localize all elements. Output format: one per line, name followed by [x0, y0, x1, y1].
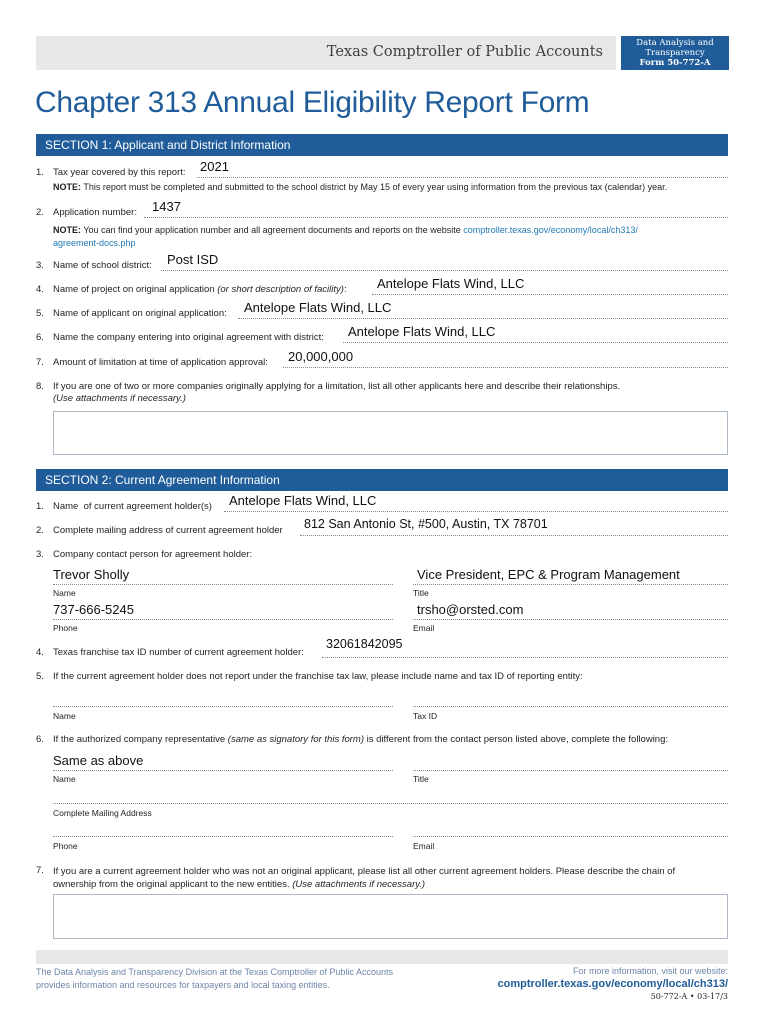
- s2-q1-line: [224, 511, 728, 512]
- s2-q5-num: 5.: [36, 671, 44, 682]
- s2-q5-label: If the current agreement holder does not report under the franchise tax law, please include name and tax ID of reporting entity:: [53, 671, 583, 682]
- rep-email-field[interactable]: [413, 836, 728, 837]
- footer-band: [36, 950, 728, 964]
- s2-q3-num: 3.: [36, 549, 44, 560]
- form-number: Form 50-772-A: [639, 58, 711, 68]
- s1-q2-line: [144, 217, 728, 218]
- note-text: This report must be completed and submitted to the school district by May 15 of every year using information from the previous tax (calendar) year.: [81, 182, 668, 192]
- reporting-name-field[interactable]: [53, 706, 393, 707]
- school-district-field[interactable]: Post ISD: [167, 252, 219, 267]
- footer-more-info: For more information, visit our website:: [572, 966, 728, 976]
- q7-label-text2: ownership from the original applicant to the new entities.: [53, 879, 293, 890]
- applicant-name-field[interactable]: Antelope Flats Wind, LLC: [244, 300, 392, 315]
- s1-q2-label: Application number:: [53, 207, 137, 218]
- s1-q3-label: Name of school district:: [53, 260, 152, 271]
- other-applicants-textarea[interactable]: [53, 411, 728, 455]
- rep-phone-field[interactable]: [53, 836, 393, 837]
- form-id-box: [621, 36, 729, 70]
- s1-q1-label: Tax year covered by this report:: [53, 167, 186, 178]
- s1-q3-num: 3.: [36, 260, 44, 271]
- agreement-holder-field[interactable]: Antelope Flats Wind, LLC: [229, 493, 377, 508]
- franchise-tax-id-field[interactable]: 32061842095: [326, 637, 403, 651]
- contact-email-line: [413, 619, 728, 620]
- s2-q7-num: 7.: [36, 865, 44, 876]
- s1-q4-num: 4.: [36, 284, 44, 295]
- q7-label-text: If you are a current agreement holder who was not an original applicant, please list all other current agreement holders. Please describe the chain of: [53, 866, 676, 877]
- s1-q4-line: [372, 294, 728, 295]
- q4-label-end: :: [343, 284, 347, 295]
- s1-q8-label: [53, 381, 723, 405]
- s1-q6-label: Name the company entering into original agreement with district:: [53, 332, 324, 343]
- s2-q4-label: Texas franchise tax ID number of current agreement holder:: [53, 647, 304, 658]
- s1-note1: [53, 182, 733, 192]
- limitation-amount-field[interactable]: 20,000,000: [288, 349, 354, 364]
- s1-q3-line: [161, 270, 728, 271]
- contact-name-line: [53, 584, 393, 585]
- reporting-taxid-field[interactable]: [413, 706, 728, 707]
- rep-name-caption: Name: [53, 774, 76, 784]
- rep-name-field[interactable]: Same as above: [53, 753, 144, 768]
- s1-q8-num: 8.: [36, 381, 44, 392]
- s1-q6-num: 6.: [36, 332, 44, 343]
- s1-q7-line: [283, 367, 728, 368]
- s1-note2: [53, 224, 733, 250]
- agency-name: Texas Comptroller of Public Accounts: [326, 44, 603, 60]
- contact-email-field[interactable]: trsho@orsted.com: [417, 602, 524, 617]
- q7-label-italic: (Use attachments if necessary.): [292, 879, 426, 890]
- contact-phone-caption: Phone: [53, 623, 78, 633]
- tax-year-field[interactable]: 2021: [200, 159, 229, 174]
- website-link-cont[interactable]: agreement-docs.php: [53, 238, 136, 248]
- s1-q5-num: 5.: [36, 308, 44, 319]
- q4-label-italic: (or short description of facility): [217, 284, 344, 295]
- footer-line2: provides information and resources for taxpayers and local taxing entities.: [36, 980, 330, 990]
- contact-name-caption: Name: [53, 588, 76, 598]
- application-number-field[interactable]: 1437: [152, 199, 181, 214]
- s1-q7-num: 7.: [36, 357, 44, 368]
- company-agreement-field[interactable]: Antelope Flats Wind, LLC: [348, 324, 496, 339]
- s1-q5-line: [238, 318, 728, 319]
- contact-title-caption: Title: [413, 588, 429, 598]
- footer-line1: The Data Analysis and Transparency Division at the Texas Comptroller of Public Accounts: [36, 967, 394, 977]
- s2-q6-label: [53, 734, 668, 745]
- rep-name-line: [53, 770, 393, 771]
- s1-q1-num: 1.: [36, 167, 44, 178]
- s1-q1-line: [197, 177, 728, 178]
- rep-address-caption: Complete Mailing Address: [53, 808, 152, 818]
- s2-q2-label: Complete mailing address of current agreement holder: [53, 525, 283, 536]
- contact-name-field[interactable]: Trevor Sholly: [53, 567, 130, 582]
- project-name-field[interactable]: Antelope Flats Wind, LLC: [377, 276, 525, 291]
- footer-description: [36, 966, 393, 992]
- note-text: You can find your application number and all agreement documents and reports on the website: [81, 225, 464, 235]
- q6-label-italic: (same as signatory for this form): [227, 734, 365, 745]
- page-title: Chapter 313 Annual Eligibility Report Form: [35, 86, 590, 119]
- footer-website-link[interactable]: comptroller.texas.gov/economy/local/ch313/: [497, 978, 728, 990]
- s1-q4-label: [53, 284, 347, 295]
- s2-q2-num: 2.: [36, 525, 44, 536]
- s2-q1-label: Name of current agreement holder(s): [53, 501, 212, 512]
- s2-q2-line: [300, 535, 728, 536]
- contact-phone-field[interactable]: 737-666-5245: [53, 602, 134, 617]
- rep-address-field[interactable]: [53, 803, 728, 804]
- division-line2: Transparency: [645, 48, 705, 58]
- contact-title-field[interactable]: Vice President, EPC & Program Management: [417, 567, 680, 582]
- q6-label-end: is different from the contact person listed above, complete the following:: [364, 734, 669, 745]
- s2-q7-label: [53, 865, 675, 891]
- s2-q6-num: 6.: [36, 734, 44, 745]
- q8-label-text: If you are one of two or more companies originally applying for a limitation, list all other applicants here and describe their relationships.: [53, 381, 621, 392]
- chain-of-ownership-textarea[interactable]: [53, 894, 728, 939]
- note-bold: NOTE:: [53, 225, 81, 235]
- rep-title-caption: Title: [413, 774, 429, 784]
- mailing-address-field[interactable]: 812 San Antonio St, #500, Austin, TX 78701: [304, 517, 548, 531]
- reporting-taxid-caption: Tax ID: [413, 711, 438, 721]
- s2-q4-line: [322, 657, 728, 658]
- s2-q4-num: 4.: [36, 647, 44, 658]
- website-link[interactable]: comptroller.texas.gov/economy/local/ch313/: [463, 225, 638, 235]
- contact-phone-line: [53, 619, 393, 620]
- section1-heading: SECTION 1: Applicant and District Information: [36, 134, 728, 156]
- reporting-name-caption: Name: [53, 711, 76, 721]
- s2-q1-num: 1.: [36, 501, 44, 512]
- rep-title-field[interactable]: [413, 770, 728, 771]
- s2-q3-label: Company contact person for agreement holder:: [53, 549, 253, 560]
- s1-q5-label: Name of applicant on original application:: [53, 308, 227, 319]
- q4-label-text: Name of project on original application: [53, 284, 218, 295]
- s1-q2-num: 2.: [36, 207, 44, 218]
- rep-email-caption: Email: [413, 841, 435, 851]
- s1-q6-line: [343, 342, 728, 343]
- q6-label-text: If the authorized company representative: [53, 734, 228, 745]
- q8-label-italic: (Use attachments if necessary.): [53, 393, 186, 404]
- contact-title-line: [413, 584, 728, 585]
- division-line1: Data Analysis and: [636, 38, 714, 48]
- note-bold: NOTE:: [53, 182, 81, 192]
- contact-email-caption: Email: [413, 623, 435, 633]
- s1-q7-label: Amount of limitation at time of application approval:: [53, 357, 268, 368]
- section2-heading: SECTION 2: Current Agreement Information: [36, 469, 728, 491]
- footer-form-code: 50-772-A • 03-17/3: [650, 992, 728, 1001]
- rep-phone-caption: Phone: [53, 841, 78, 851]
